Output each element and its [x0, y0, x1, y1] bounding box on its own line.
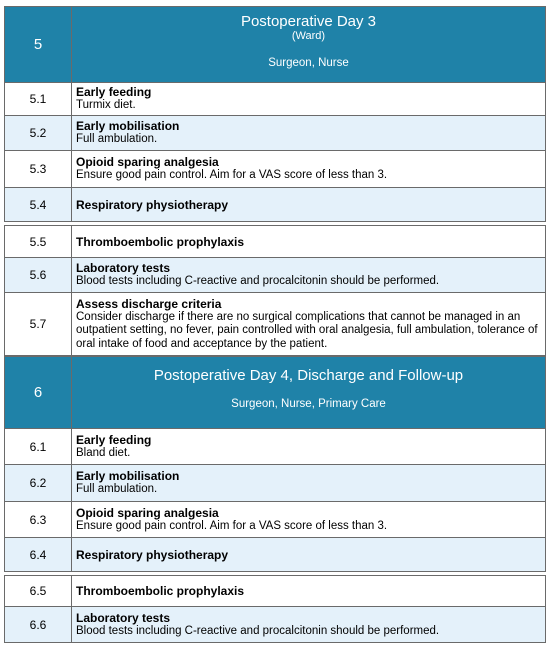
- section-title: Postoperative Day 3: [240, 13, 377, 30]
- row-body: [72, 502, 545, 537]
- section-header-body: [72, 357, 545, 428]
- row-number: 5.1: [5, 83, 72, 115]
- row-number: 5.6: [5, 258, 72, 292]
- row-number: 6.4: [5, 538, 72, 571]
- section-title: Postoperative Day 4, Discharge and Follow-up: [153, 367, 464, 384]
- row-title: Early mobilisation: [76, 119, 180, 134]
- row-body: [72, 576, 545, 606]
- table-row: [4, 502, 546, 538]
- row-body: [72, 538, 545, 571]
- row-body: [72, 258, 545, 292]
- row-body: [72, 151, 545, 187]
- row-text: Ensure good pain control. Aim for a VAS score of less than 3.: [76, 169, 388, 182]
- row-title: Early feeding: [76, 432, 152, 447]
- row-number: 5.5: [5, 226, 72, 257]
- row-body: [72, 226, 545, 257]
- row-number: 5.2: [5, 116, 72, 150]
- row-number: 6.3: [5, 502, 72, 537]
- row-number: 6.5: [5, 576, 72, 606]
- table-row: [4, 83, 546, 116]
- table-row: [4, 429, 546, 465]
- row-title: Opioid sparing analgesia: [76, 155, 219, 170]
- section-subtitle: (Ward): [291, 30, 326, 42]
- row-text: Blood tests including C-reactive and procalcitonin should be performed.: [76, 275, 440, 288]
- table-row: [4, 258, 546, 293]
- row-text: Bland diet.: [76, 446, 131, 459]
- protocol-table: [4, 6, 546, 643]
- row-body: [72, 293, 545, 355]
- row-number: 6.2: [5, 465, 72, 501]
- row-title: Early feeding: [76, 85, 152, 100]
- row-title: Respiratory physiotherapy: [76, 197, 229, 212]
- section-roles: Surgeon, Nurse: [268, 57, 349, 69]
- section-roles: Surgeon, Nurse, Primary Care: [231, 398, 386, 410]
- table-row: [4, 116, 546, 151]
- row-title: Assess discharge criteria: [76, 296, 222, 311]
- row-body: [72, 429, 545, 464]
- table-row: [4, 225, 546, 258]
- section-number: 6: [5, 357, 72, 428]
- section-number: 5: [5, 7, 72, 82]
- row-number: 5.4: [5, 188, 72, 221]
- row-text: Turmix diet.: [76, 99, 136, 112]
- table-row: [4, 538, 546, 572]
- row-number: 6.1: [5, 429, 72, 464]
- row-title: Thromboembolic prophylaxis: [76, 234, 245, 249]
- table-row: [4, 293, 546, 356]
- row-title: Laboratory tests: [76, 610, 171, 625]
- row-title: Early mobilisation: [76, 469, 180, 484]
- section-header-body: [72, 7, 545, 82]
- table-row: [4, 188, 546, 222]
- row-body: [72, 607, 545, 642]
- row-text: Ensure good pain control. Aim for a VAS score of less than 3.: [76, 519, 388, 532]
- row-text: Blood tests including C-reactive and procalcitonin should be performed.: [76, 624, 440, 637]
- row-number: 5.7: [5, 293, 72, 355]
- table-row: [4, 607, 546, 643]
- row-title: Thromboembolic prophylaxis: [76, 584, 245, 598]
- row-body: [72, 465, 545, 501]
- row-number: 6.6: [5, 607, 72, 642]
- row-title: Laboratory tests: [76, 261, 171, 276]
- row-body: [72, 116, 545, 150]
- section-header-day-4: [4, 356, 546, 429]
- row-title: Opioid sparing analgesia: [76, 505, 219, 520]
- section-header-day-3: [4, 6, 546, 83]
- table-row: [4, 465, 546, 502]
- row-text: Full ambulation.: [76, 483, 158, 496]
- row-number: 5.3: [5, 151, 72, 187]
- table-row: [4, 575, 546, 607]
- row-body: [72, 188, 545, 221]
- row-text: Full ambulation.: [76, 133, 158, 146]
- row-text: Consider discharge if there are no surgical complications that cannot be managed in an outpatient setting, no fever, pain controlled with oral analgesia, full ambulation, tolerance of oral intake of food and acceptance by the patient.: [76, 310, 538, 350]
- row-body: [72, 83, 545, 115]
- table-row: [4, 151, 546, 188]
- row-title: Respiratory physiotherapy: [76, 547, 229, 562]
